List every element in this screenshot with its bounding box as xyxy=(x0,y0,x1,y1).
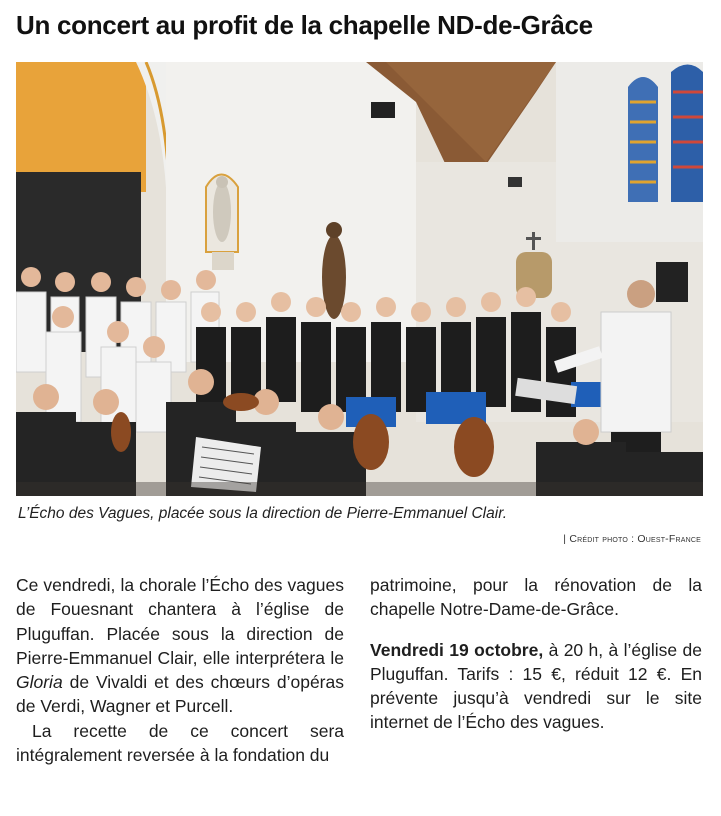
photo-credit: | Crédit photo : Ouest-France xyxy=(563,533,701,545)
work-title: Gloria xyxy=(16,672,63,693)
event-details: à 20 h, à l’église de Pluguffan. Tarifs : 15 €, réduit 12 €. En prévente jusqu’à vendredi sur le site internet de l’Écho des vagues. xyxy=(370,639,702,733)
practical-info xyxy=(370,638,702,735)
article-column-1 xyxy=(16,573,344,767)
choir-photo-illustration xyxy=(16,62,703,496)
paragraph-1-text-b: de Vivaldi et des chœurs d’opéras de Verdi, Wagner et Purcell. xyxy=(16,672,344,717)
paragraph-1 xyxy=(16,573,344,719)
concert-photo xyxy=(16,62,703,496)
paragraph-2: La recette de ce concert sera intégralement reversée à la fondation du xyxy=(16,720,344,766)
paragraph-2-continued: patrimoine, pour la rénovation de la chapelle Notre-Dame-de-Grâce. xyxy=(370,575,702,620)
photo-caption: L’Écho des Vagues, placée sous la direction de Pierre-Emmanuel Clair. xyxy=(18,505,508,522)
event-date: Vendredi 19 octobre, xyxy=(370,639,544,660)
paragraph-1-text-a: Ce vendredi, la chorale l’Écho des vagues de Fouesnant chantera à l’église de Pluguffan. Placée sous la direction de Pierre-Emmanuel Clair, elle interprétera le xyxy=(16,575,344,668)
article-headline: Un concert au profit de la chapelle ND-de-Grâce xyxy=(16,10,593,40)
article-column-2 xyxy=(370,573,702,735)
